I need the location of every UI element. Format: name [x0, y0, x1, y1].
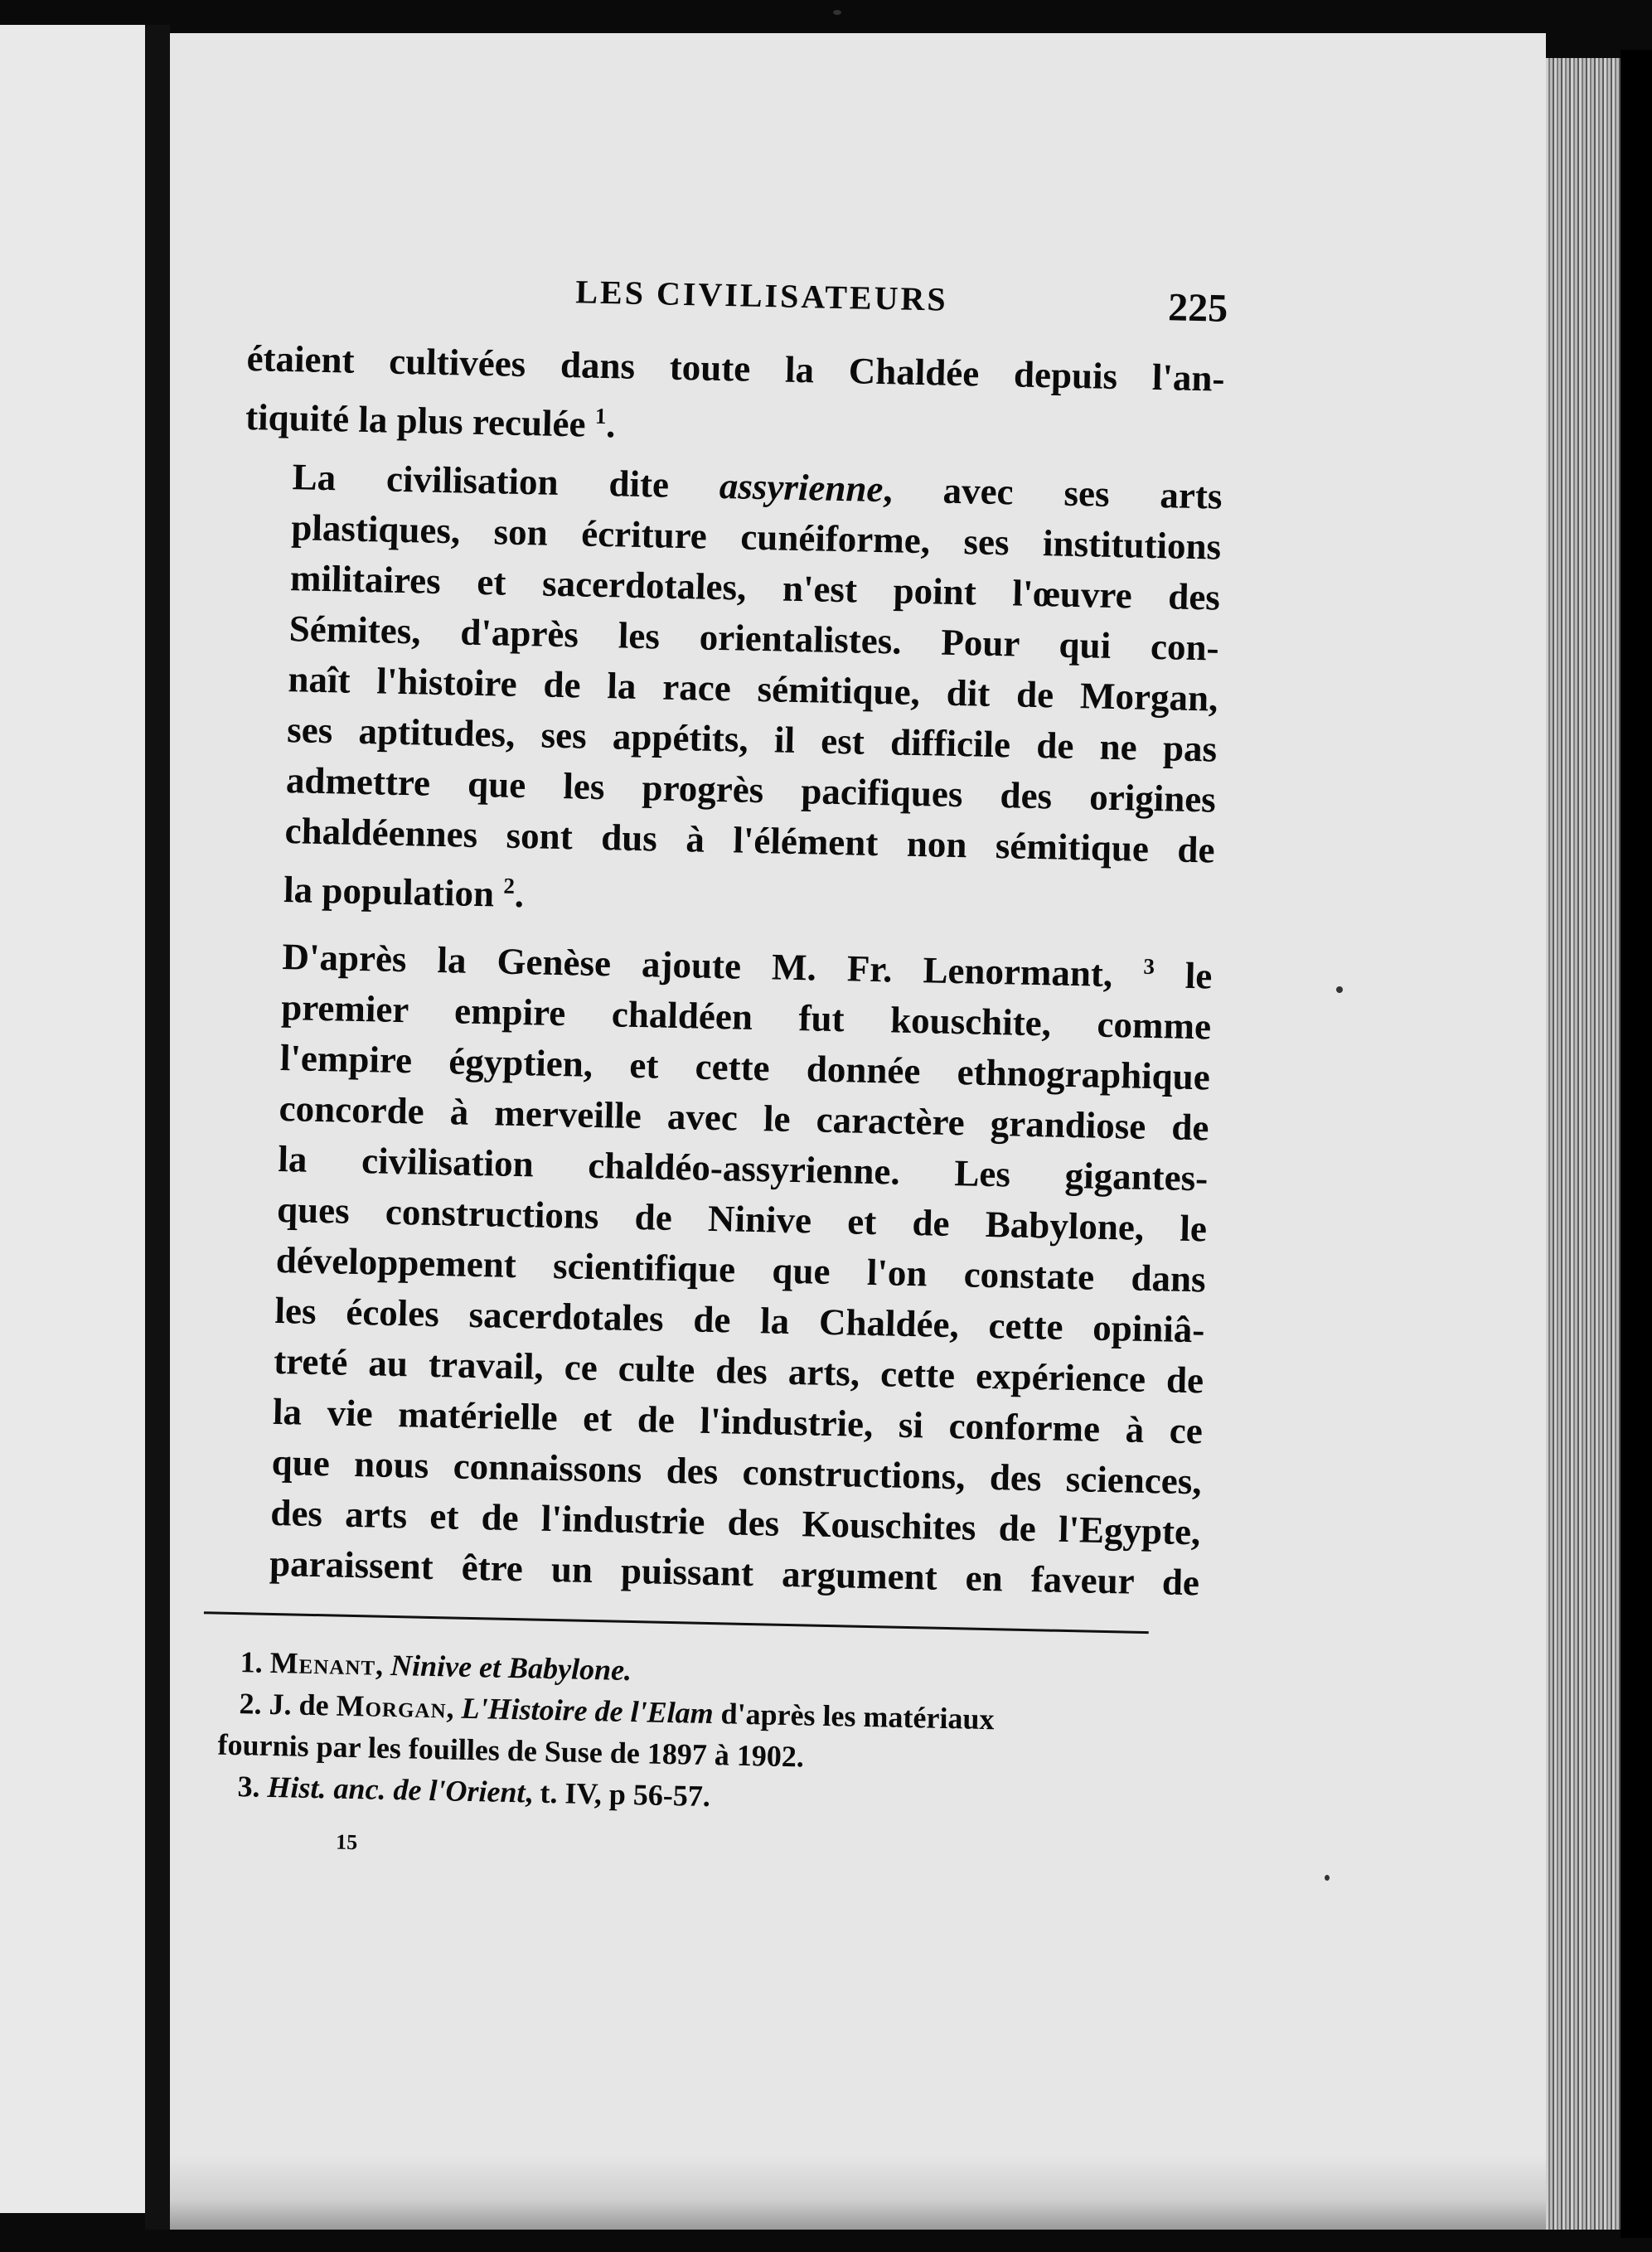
text-line: Sémites, d'après les orientalistes. Pour qui con- — [288, 608, 1220, 669]
signature-mark: 15 — [335, 1829, 358, 1855]
text-line: tiquité la plus reculée $^1$. — [245, 395, 616, 446]
footnote-3: 3. Hist. anc. de l'Orient, t. IV, p 56-57. — [237, 1770, 711, 1814]
text-line: la civilisation chaldéo-assyrienne. Les gigantes- — [277, 1137, 1209, 1199]
text-line: des arts et de l'industrie des Kouschites de l'Egypte, — [269, 1491, 1201, 1553]
facing-page-edge — [0, 25, 145, 2213]
text-line: treté au travail, ce culte des arts, cette expérience de — [273, 1339, 1204, 1402]
text-line: plastiques, son écriture cunéiforme, ses institutions — [290, 506, 1222, 568]
text-line: naît l'histoire de la race sémitique, dit de Morgan, — [288, 658, 1218, 719]
footnote-ref: 1 — [594, 403, 607, 429]
footnotes — [216, 1641, 1173, 1827]
text-line: ses aptitudes, ses appétits, il est difficile de ne pas — [286, 709, 1218, 770]
text-line: La civilisation dite assyrienne, avec ses arts — [292, 456, 1223, 517]
text-line: ques constructions de Ninive et de Babylone, le — [276, 1188, 1208, 1250]
paragraph-1 — [245, 333, 1226, 463]
page-number: 225 — [1167, 285, 1228, 331]
text-line: chaldéennes sont dus à l'élément non sémitique de — [284, 810, 1216, 871]
text-line: militaires et sacerdotales, n'est point l'œuvre des — [289, 557, 1221, 618]
text-line: la vie matérielle et de l'industrie, si conforme à ce — [272, 1390, 1204, 1452]
text-line: D'après la Genèse ajoute M. Fr. Lenormant, $^3$ le — [282, 936, 1213, 997]
text-line: les écoles sacerdotales de la Chaldée, cette opiniâ- — [274, 1289, 1205, 1351]
running-head: LES CIVILISATEURS — [574, 273, 949, 318]
text-line: premier empire chaldéen fut kouschite, comme — [280, 986, 1212, 1048]
text-line: étaient cultivées dans toute la Chaldée depuis l'an- — [246, 337, 1225, 400]
text-line: que nous connaissons des constructions, des sciences, — [271, 1441, 1203, 1503]
scan-speck — [833, 10, 841, 15]
text-line: concorde à merveille avec le caractère grandiose de — [279, 1087, 1209, 1149]
book-gutter — [145, 25, 170, 2230]
body-text — [220, 333, 1225, 1616]
text-line: admettre que les progrès pacifiques des origines — [285, 759, 1217, 821]
paragraph-2 — [235, 451, 1223, 935]
italic-term: assyrienne — [719, 464, 884, 511]
page-edges — [1546, 58, 1621, 2230]
scan-speck — [1336, 986, 1343, 993]
edge-shadow — [1621, 50, 1652, 2238]
text-line: l'empire égyptien, et cette donnée ethnographique — [279, 1037, 1211, 1098]
footnote-2: 2. J. de Morgan, L'Histoire de l'Elam d'après les matériaux — [239, 1687, 995, 1736]
scan-speck — [1325, 1875, 1330, 1881]
text-line: développement scientifique que l'on constate dans — [275, 1238, 1207, 1300]
text-line: paraissent être un puissant argument en faveur de — [269, 1542, 1200, 1604]
text-line: la population $^2$. — [283, 869, 525, 916]
footnote-ref: 2 — [503, 873, 516, 898]
footnote-2-continued: fournis par les fouilles de Suse de 1897 à 1902. — [217, 1727, 805, 1774]
paragraph-3 — [221, 923, 1214, 1609]
page-bottom-edge — [170, 2155, 1546, 2230]
footnote-ref: 3 — [1143, 953, 1155, 980]
footnote-1: 1. Menant, Ninive et Babylone. — [240, 1645, 632, 1688]
